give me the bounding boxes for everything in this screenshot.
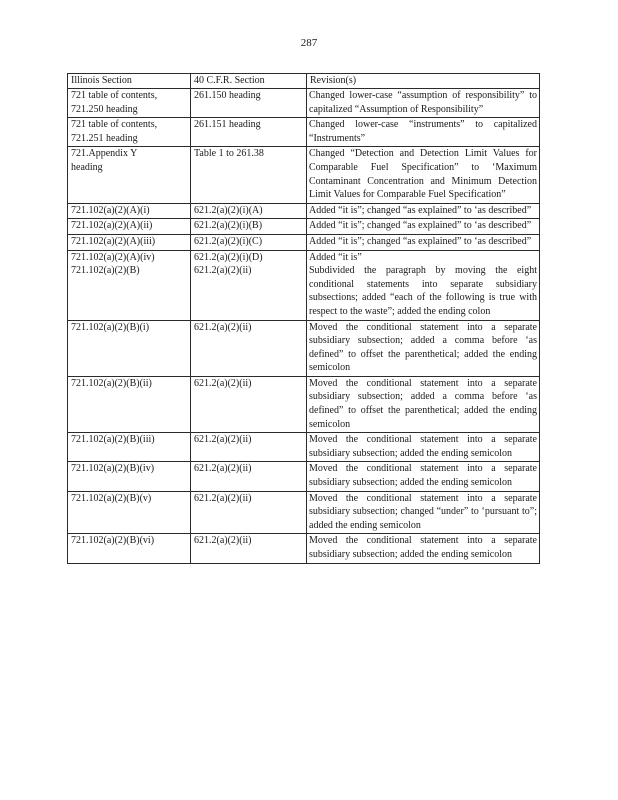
cfr-section-cell: 621.2(a)(2)(ii) (191, 491, 307, 534)
cfr-section-cell: 621.2(a)(2)(ii) (191, 376, 307, 432)
cfr-section-cell: 261.151 heading (191, 118, 307, 147)
cfr-section-cell: 621.2(a)(2)(i)(C) (191, 234, 307, 250)
table-row (68, 219, 540, 235)
table-row (68, 147, 540, 203)
illinois-section-cell: 721.102(a)(2)(A)(i) (68, 203, 191, 219)
table-row (68, 491, 540, 534)
header-illinois-section: Illinois Section (68, 74, 191, 89)
revision-cell: Added “it is”; changed “as explained” to ‘as described” (307, 219, 540, 235)
cfr-section-cell: 621.2(a)(2)(i)(B) (191, 219, 307, 235)
cfr-section-cell: 621.2(a)(2)(ii) (191, 462, 307, 491)
revision-cell: Moved the conditional statement into a separate subsidiary subsection; added the ending semicolon (307, 534, 540, 563)
table-row (68, 118, 540, 147)
table-row (68, 234, 540, 250)
cfr-section-cell: 621.2(a)(2)(ii) (191, 320, 307, 376)
illinois-section-cell: 721.102(a)(2)(B)(i) (68, 320, 191, 376)
illinois-section-cell: 721.102(a)(2)(B)(iii) (68, 433, 191, 462)
illinois-section-cell: 721.Appendix Y heading (68, 147, 191, 203)
revisions-table (67, 73, 540, 564)
illinois-section-cell: 721.102(a)(2)(B)(v) (68, 491, 191, 534)
table-row (68, 320, 540, 376)
revision-cell: Added “it is”; changed “as explained” to ‘as described” (307, 203, 540, 219)
revision-cell: Changed “Detection and Detection Limit Values for Comparable Fuel Specification” to ‘Maximum Contaminant Concentration and Minimum Detection Limit Values for Comparable Fuel Specification” (307, 147, 540, 203)
illinois-section-cell: 721.102(a)(2)(B)(ii) (68, 376, 191, 432)
illinois-section-cell: 721 table of contents, 721.250 heading (68, 89, 191, 118)
revision-cell: Moved the conditional statement into a separate subsidiary subsection; changed “under” to ‘pursuant to”; added the ending semicolon (307, 491, 540, 534)
cfr-section-cell: 621.2(a)(2)(i)(A) (191, 203, 307, 219)
revision-cell: Moved the conditional statement into a separate subsidiary subsection; added the ending semicolon (307, 462, 540, 491)
table-row (68, 203, 540, 219)
revision-cell: Moved the conditional statement into a separate subsidiary subsection; added the ending semicolon (307, 433, 540, 462)
revision-cell: Changed lower-case “assumption of responsibility” to capitalized “Assumption of Responsibility” (307, 89, 540, 118)
illinois-section-cell: 721.102(a)(2)(B)(iv) (68, 462, 191, 491)
cfr-section-cell: 621.2(a)(2)(ii) (191, 534, 307, 563)
revision-cell: Added “it is”; changed “as explained” to ‘as described” (307, 234, 540, 250)
revision-cell: Moved the conditional statement into a separate subsidiary subsection; added a comma before ‘as defined” to offset the parenthetical; added the ending semicolon (307, 376, 540, 432)
table-row (68, 376, 540, 432)
cfr-section-cell: 261.150 heading (191, 89, 307, 118)
illinois-section-cell: 721.102(a)(2)(A)(ii) (68, 219, 191, 235)
revision-cell: Moved the conditional statement into a separate subsidiary subsection; added a comma before ‘as defined” to offset the parenthetical; added the ending semicolon (307, 320, 540, 376)
table-row (68, 89, 540, 118)
table-row (68, 250, 540, 320)
header-cfr-section: 40 C.F.R. Section (191, 74, 307, 89)
illinois-section-cell: 721.102(a)(2)(A)(iii) (68, 234, 191, 250)
cfr-section-cell: Table 1 to 261.38 (191, 147, 307, 203)
illinois-section-cell: 721 table of contents, 721.251 heading (68, 118, 191, 147)
cfr-section-cell: 621.2(a)(2)(ii) (191, 433, 307, 462)
page-number: 287 (300, 37, 318, 49)
table-header-row (68, 74, 540, 89)
illinois-section-cell: 721.102(a)(2)(B)(vi) (68, 534, 191, 563)
cfr-section-cell: 621.2(a)(2)(i)(D) 621.2(a)(2)(ii) (191, 250, 307, 320)
revision-cell: Changed lower-case “instruments” to capitalized “Instruments” (307, 118, 540, 147)
table-row (68, 534, 540, 563)
header-revisions: Revision(s) (307, 74, 540, 89)
table-row (68, 462, 540, 491)
revision-cell: Added “it is” Subdivided the paragraph by moving the eight conditional statements into separate subsidiary subsections; added “each of the following is true with respect to the waste”; added the ending colon (307, 250, 540, 320)
table-row (68, 433, 540, 462)
illinois-section-cell: 721.102(a)(2)(A)(iv) 721.102(a)(2)(B) (68, 250, 191, 320)
